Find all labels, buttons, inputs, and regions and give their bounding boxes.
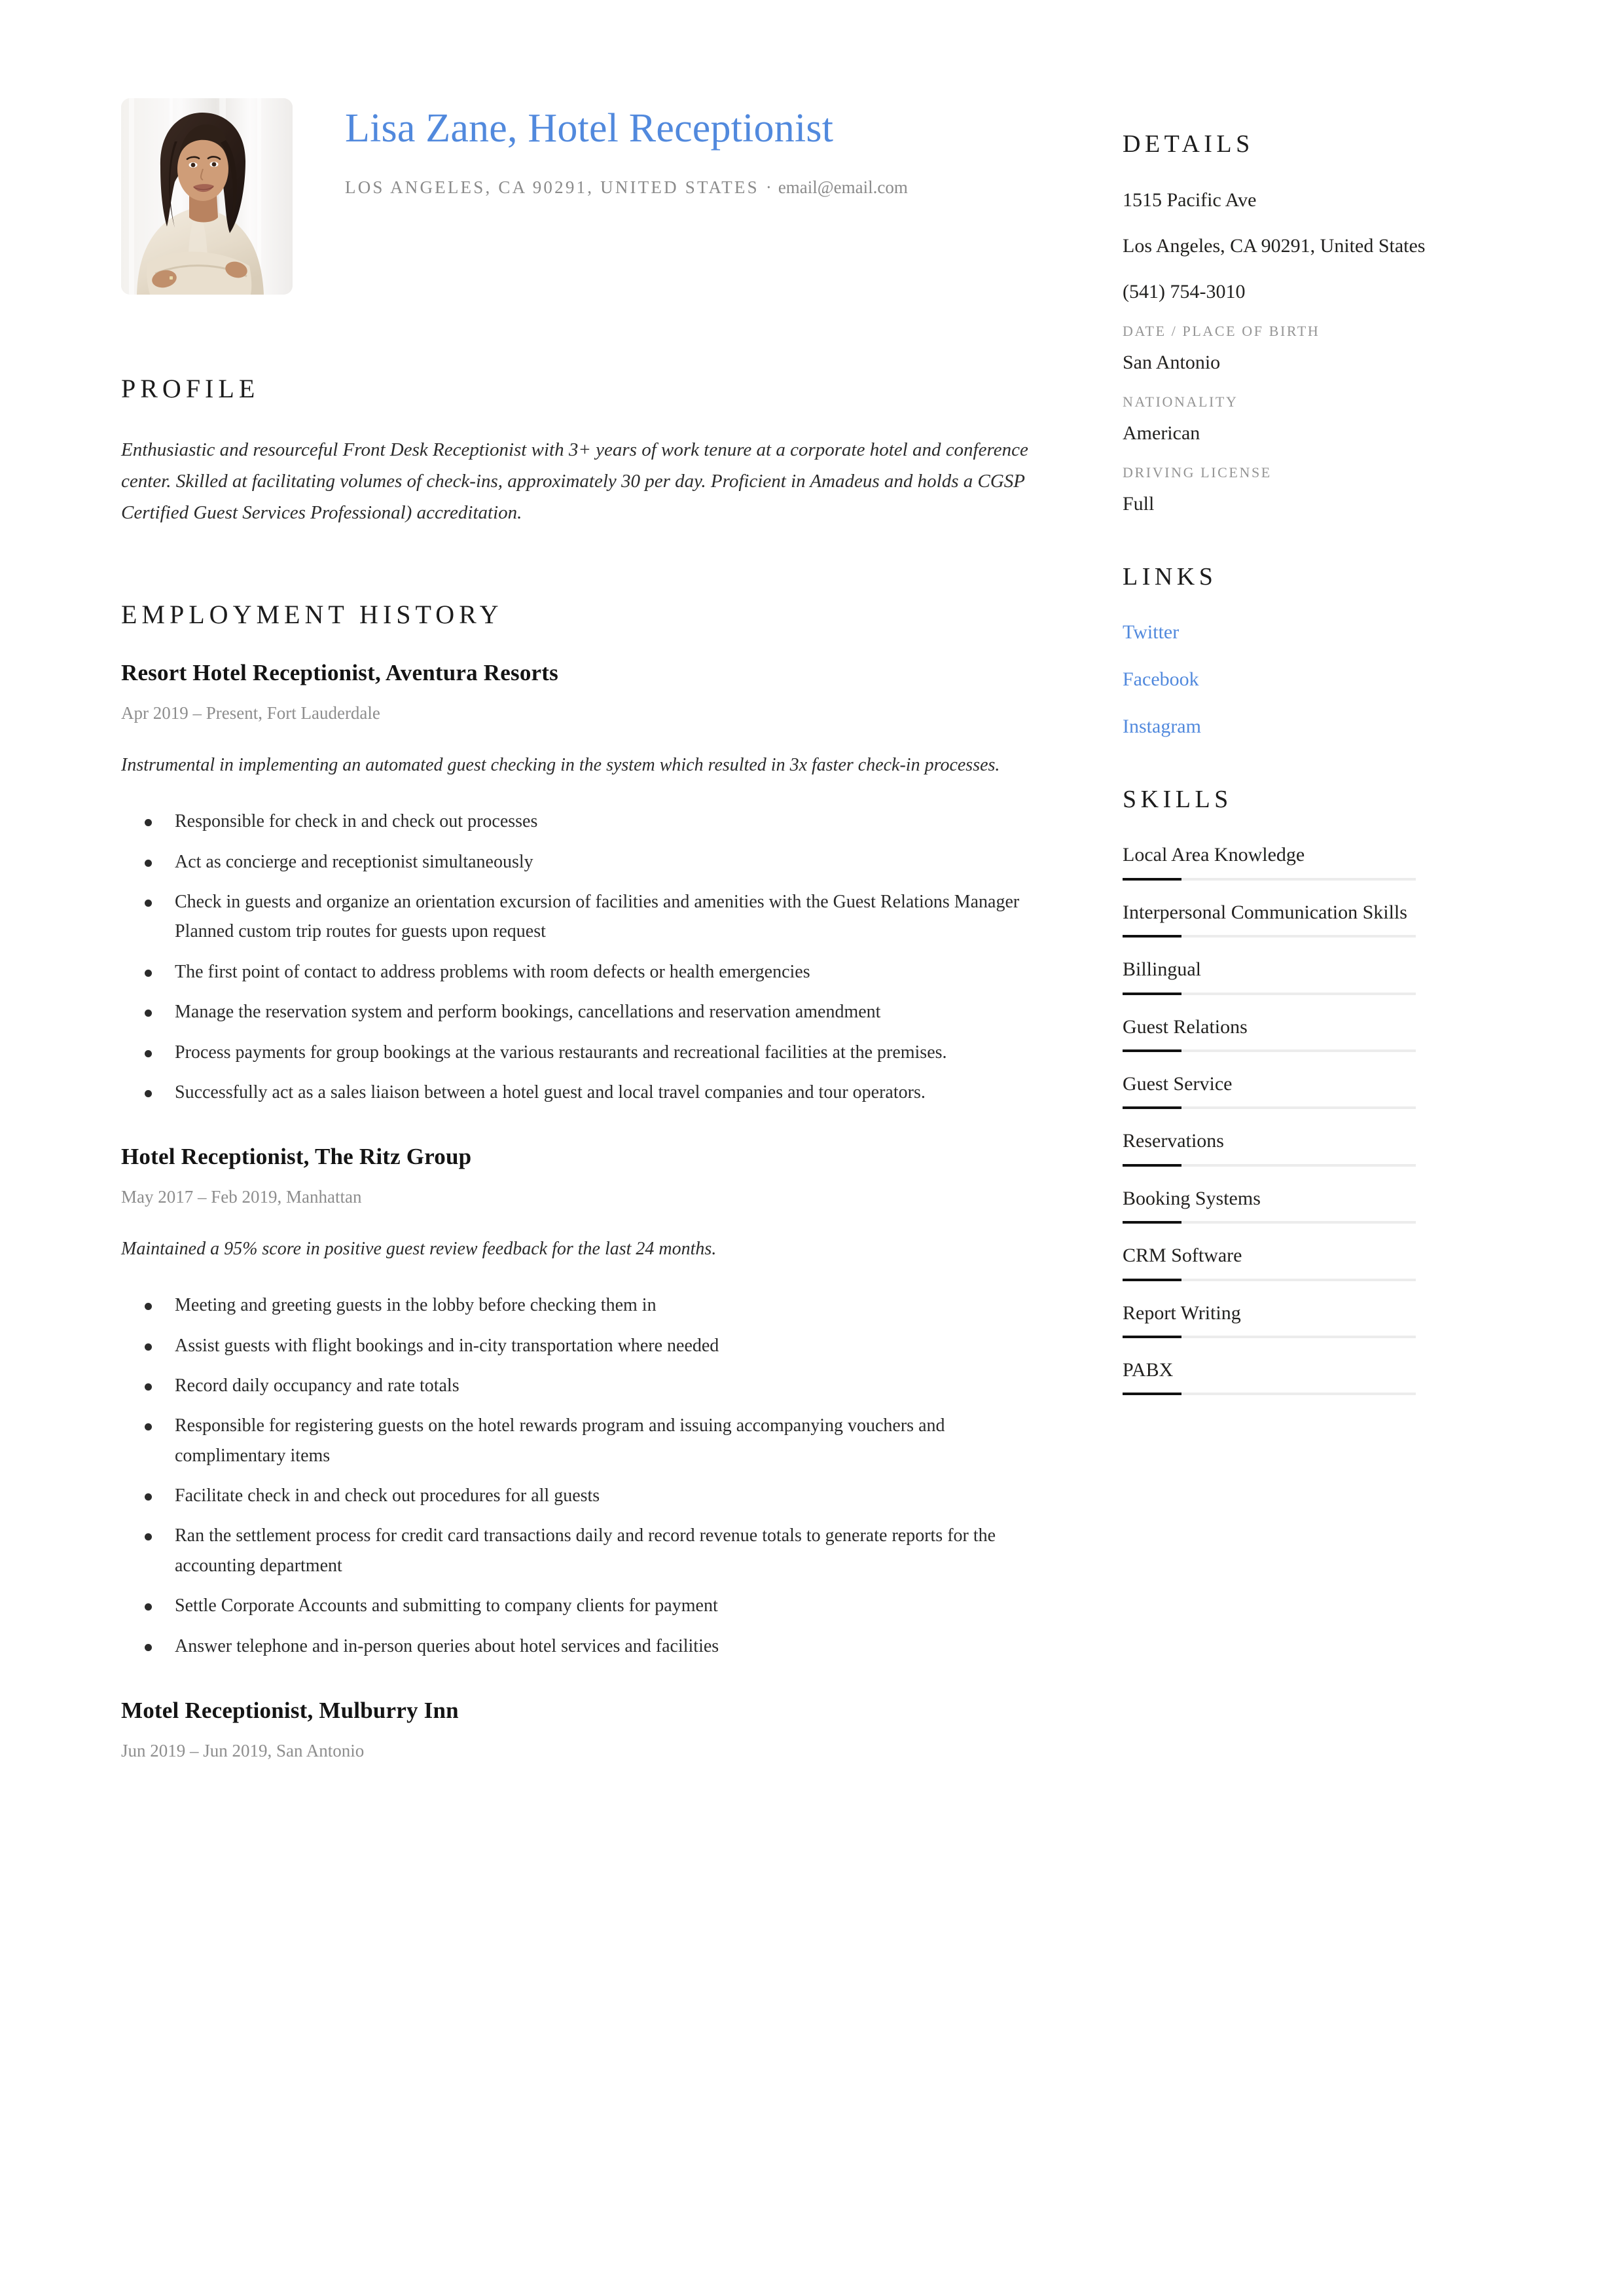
skill-item — [1123, 841, 1502, 880]
list-item: Act as concierge and receptionist simultaneously — [121, 847, 1051, 877]
job-title: Resort Hotel Receptionist, Aventura Resorts — [121, 660, 558, 686]
job-title: Motel Receptionist, Mulburry Inn — [121, 1697, 459, 1723]
skill-name: CRM Software — [1123, 1245, 1242, 1267]
skill-rating-bar — [1123, 1164, 1416, 1167]
skill-item — [1123, 1357, 1502, 1395]
skill-rating-fill — [1123, 993, 1181, 995]
detail-field-nationality — [1123, 393, 1502, 447]
skill-rating-fill — [1123, 1221, 1181, 1224]
header-text — [345, 98, 1051, 202]
contact-line — [345, 173, 1051, 202]
list-item: Settle Corporate Accounts and submitting to company clients for payment — [121, 1591, 1051, 1620]
job-entry — [121, 1698, 1051, 1761]
skill-name: Guest Relations — [1123, 1015, 1248, 1038]
skill-rating-bar — [1123, 1279, 1416, 1281]
job-summary: Maintained a 95% score in positive guest review feedback for the last 24 months. — [121, 1239, 717, 1260]
detail-phone: (541) 754-3010 — [1123, 280, 1246, 302]
skill-item — [1123, 1127, 1502, 1166]
section-title-skills: SKILLS — [1123, 786, 1233, 814]
skill-name: Billingual — [1123, 958, 1201, 981]
link-facebook[interactable]: Facebook — [1123, 668, 1199, 691]
list-item: Manage the reservation system and perform bookings, cancellations and reservation amendment — [121, 997, 1051, 1027]
detail-address-line2: Los Angeles, CA 90291, United States — [1123, 234, 1426, 257]
skills-section — [1123, 785, 1502, 1395]
skill-rating-fill — [1123, 1279, 1181, 1281]
section-title-employment: EMPLOYMENT HISTORY — [121, 600, 503, 630]
skill-name: Reservations — [1123, 1130, 1224, 1152]
skill-name: Interpersonal Communication Skills — [1123, 901, 1407, 923]
skill-rating-fill — [1123, 878, 1181, 881]
skill-item — [1123, 1070, 1502, 1109]
skill-item — [1123, 1013, 1502, 1052]
list-item: Responsible for check in and check out processes — [121, 807, 1051, 836]
link-twitter[interactable]: Twitter — [1123, 621, 1180, 644]
list-item: Successfully act as a sales liaison between a hotel guest and local travel companies and tour operators. — [121, 1078, 1051, 1107]
link-instagram[interactable]: Instagram — [1123, 716, 1201, 738]
field-value: Full — [1123, 493, 1155, 515]
skill-name: Report Writing — [1123, 1302, 1241, 1324]
list-item: Process payments for group bookings at the various restaurants and recreational facilities at the premises. — [121, 1038, 1051, 1067]
main-column — [121, 98, 1123, 1787]
job-title: Hotel Receptionist, The Ritz Group — [121, 1144, 472, 1170]
resume-header — [121, 98, 1051, 295]
field-label: DATE / PLACE OF BIRTH — [1123, 323, 1320, 340]
links-section — [1123, 562, 1502, 740]
contact-separator: · — [765, 177, 772, 198]
portrait-photo — [121, 98, 293, 295]
list-item: Responsible for registering guests on the hotel rewards program and issuing accompanying vouchers and complimentary items — [121, 1411, 1051, 1470]
skill-rating-fill — [1123, 1393, 1181, 1395]
skill-name: Booking Systems — [1123, 1187, 1261, 1209]
contact-address: LOS ANGELES, CA 90291, UNITED STATES — [345, 177, 759, 198]
sidebar-column — [1123, 98, 1502, 1440]
skill-rating-bar — [1123, 1221, 1416, 1224]
skill-rating-fill — [1123, 1106, 1181, 1109]
skill-rating-bar — [1123, 1393, 1416, 1395]
job-meta: May 2017 – Feb 2019, Manhattan — [121, 1187, 362, 1207]
job-meta: Jun 2019 – Jun 2019, San Antonio — [121, 1740, 365, 1760]
section-title-details: DETAILS — [1123, 130, 1254, 158]
list-item: Answer telephone and in-person queries about hotel services and facilities — [121, 1631, 1051, 1661]
field-value: American — [1123, 422, 1200, 445]
skill-rating-bar — [1123, 1336, 1416, 1338]
skill-rating-bar — [1123, 1049, 1416, 1052]
portrait-photo-graphic — [121, 98, 293, 295]
list-item: Record daily occupancy and rate totals — [121, 1371, 1051, 1400]
job-summary: Instrumental in implementing an automated guest checking in the system which resulted in 3x faster check-in processes. — [121, 755, 1000, 776]
section-title-profile: PROFILE — [121, 374, 260, 403]
list-item: Facilitate check in and check out procedures for all guests — [121, 1481, 1051, 1510]
details-section — [1123, 130, 1502, 518]
skill-rating-fill — [1123, 935, 1181, 938]
contact-email: email@email.com — [778, 177, 908, 198]
field-label: DRIVING LICENSE — [1123, 464, 1272, 481]
list-item: The first point of contact to address problems with room defects or health emergencies — [121, 957, 1051, 987]
skill-item — [1123, 899, 1502, 938]
job-bullet-list — [121, 1290, 1051, 1661]
job-entry — [121, 1144, 1051, 1661]
skill-rating-fill — [1123, 1164, 1181, 1167]
skill-name: Guest Service — [1123, 1072, 1233, 1095]
detail-field-birth — [1123, 323, 1502, 376]
page-title: Lisa Zane, Hotel Receptionist — [345, 106, 834, 151]
skill-name: Local Area Knowledge — [1123, 844, 1305, 866]
job-bullet-list — [121, 807, 1051, 1107]
skill-item — [1123, 1242, 1502, 1281]
list-item: Meeting and greeting guests in the lobby before checking them in — [121, 1290, 1051, 1320]
skill-rating-fill — [1123, 1336, 1181, 1338]
skill-item — [1123, 1300, 1502, 1338]
skill-item — [1123, 956, 1502, 994]
list-item: Check in guests and organize an orientation excursion of facilities and amenities with the Guest Relations Manager Planned custom trip routes for guests upon request — [121, 887, 1051, 947]
skill-name: PABX — [1123, 1358, 1174, 1381]
detail-address-line1: 1515 Pacific Ave — [1123, 189, 1257, 211]
field-label: NATIONALITY — [1123, 393, 1238, 410]
skill-rating-bar — [1123, 1106, 1416, 1109]
field-value: San Antonio — [1123, 352, 1221, 374]
skill-rating-bar — [1123, 993, 1416, 995]
profile-text: Enthusiastic and resourceful Front Desk Receptionist with 3+ years of work tenure at a corporate hotel and conference center. Skilled at facilitating volumes of check-ins, approximately 30 per day. Proficient in Amadeus and holds a CGSP Certified Guest Services Professional) accreditation. — [121, 439, 1028, 524]
list-item: Assist guests with flight bookings and in-city transportation where needed — [121, 1331, 1051, 1360]
skill-rating-fill — [1123, 1049, 1181, 1052]
job-entry — [121, 660, 1051, 1107]
section-title-links: LINKS — [1123, 563, 1217, 591]
detail-field-driving-license — [1123, 464, 1502, 518]
skill-item — [1123, 1185, 1502, 1224]
job-meta: Apr 2019 – Present, Fort Lauderdale — [121, 703, 380, 723]
skill-rating-bar — [1123, 878, 1416, 881]
list-item: Ran the settlement process for credit card transactions daily and record revenue totals to generate reports for the accounting department — [121, 1521, 1051, 1580]
skill-rating-bar — [1123, 935, 1416, 938]
